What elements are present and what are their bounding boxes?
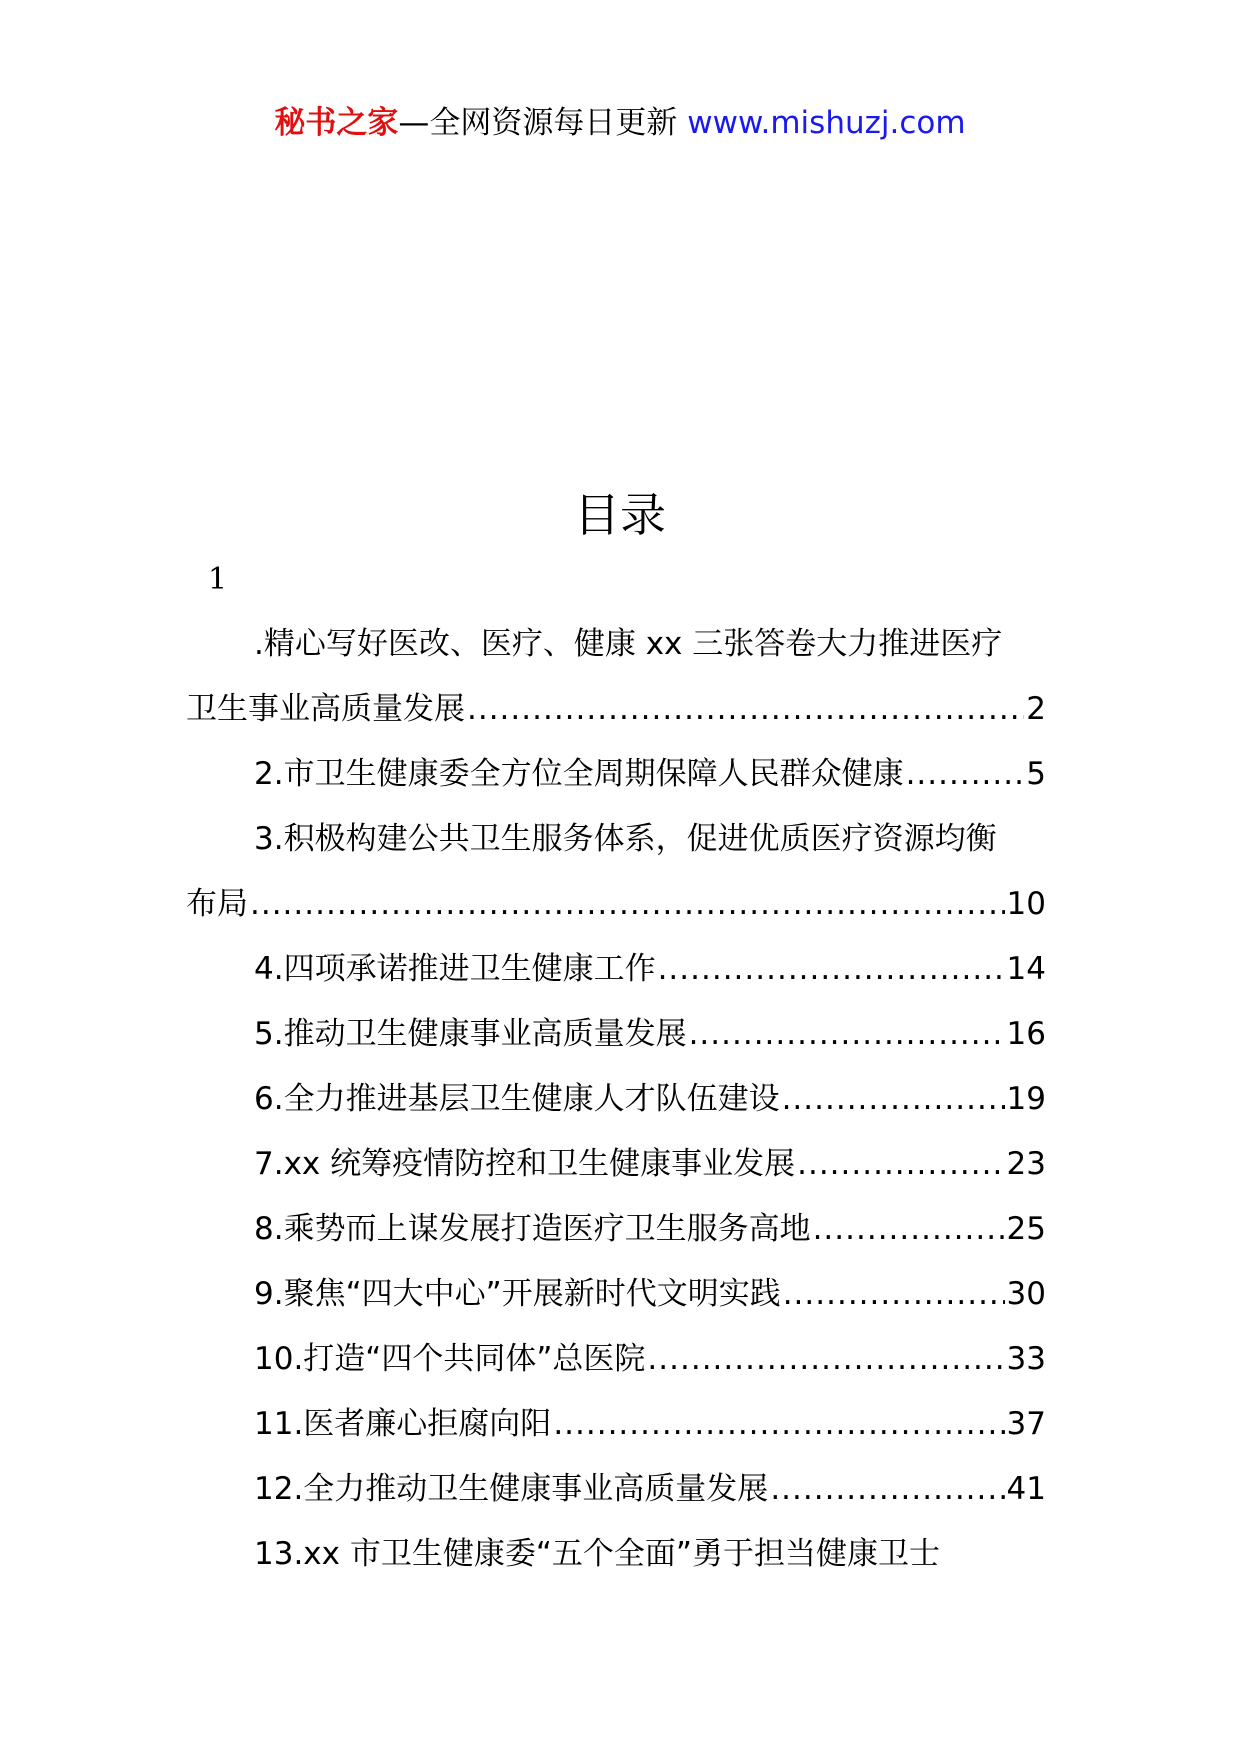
toc-entry-title: 5.推动卫生健康事业高质量发展 [254, 1016, 687, 1052]
toc-entry[interactable] [186, 612, 1046, 677]
brand-name: 秘书之家 [274, 105, 399, 141]
toc-leader [250, 872, 1005, 937]
toc-entry[interactable] [186, 807, 1046, 872]
toc-entry-page: 30 [1006, 1276, 1046, 1312]
toc-entry-title: 12.全力推动卫生健康事业高质量发展 [254, 1471, 769, 1507]
toc-entry-title: 卫生事业高质量发展 [186, 691, 465, 727]
toc-entry-title: .精心写好医改、医疗、健康 xx 三张答卷大力推进医疗 [254, 626, 1003, 662]
toc-leader [770, 1457, 1004, 1522]
toc-leader [797, 1132, 1004, 1197]
toc-entry[interactable] [186, 677, 1046, 742]
header-slogan: —全网资源每日更新 [398, 105, 678, 141]
toc-entry-title: 10.打造“四个共同体”总医院 [254, 1341, 646, 1377]
toc-entry-title: 9.聚焦“四大中心”开展新时代文明实践 [254, 1276, 781, 1312]
toc-entry-title: 7.xx 统筹疫情防控和卫生健康事业发展 [254, 1146, 796, 1182]
toc-entry[interactable] [186, 1132, 1046, 1197]
page-number: 1 [208, 562, 228, 597]
toc-entry[interactable] [186, 1392, 1046, 1457]
toc-entry-title: 13.xx 市卫生健康委“五个全面”勇于担当健康卫士 [254, 1536, 940, 1572]
toc-entry-title: 4.四项承诺推进卫生健康工作 [254, 951, 656, 987]
toc-entry-page: 5 [1026, 756, 1046, 792]
table-of-contents [186, 612, 1046, 1587]
toc-leader [467, 677, 1024, 742]
toc-entry-page: 2 [1026, 691, 1046, 727]
toc-leader [813, 1197, 1005, 1262]
toc-entry-page: 16 [1006, 1016, 1046, 1052]
toc-leader [647, 1327, 1004, 1392]
toc-entry[interactable] [186, 742, 1046, 807]
toc-entry[interactable] [186, 1262, 1046, 1327]
toc-entry[interactable] [186, 1327, 1046, 1392]
toc-entry[interactable] [186, 1002, 1046, 1067]
toc-entry[interactable] [186, 1522, 1046, 1587]
toc-entry-page: 41 [1006, 1471, 1046, 1507]
toc-entry[interactable] [186, 1457, 1046, 1522]
toc-entry-title: 8.乘势而上谋发展打造医疗卫生服务高地 [254, 1211, 811, 1247]
toc-entry[interactable] [186, 872, 1046, 937]
site-link[interactable]: www.mishuzj.com [687, 105, 966, 141]
toc-leader [906, 742, 1025, 807]
toc-leader [783, 1262, 1005, 1327]
toc-leader [658, 937, 1005, 1002]
site-header [0, 100, 1240, 146]
toc-entry-page: 25 [1006, 1211, 1046, 1247]
toc-entry[interactable] [186, 1197, 1046, 1262]
toc-entry-title: 6.全力推进基层卫生健康人才队伍建设 [254, 1081, 780, 1117]
toc-entry-page: 14 [1006, 951, 1046, 987]
toc-entry-page: 33 [1006, 1341, 1046, 1377]
toc-entry-title: 布局 [186, 886, 248, 922]
toc-entry-title: 11.医者廉心拒腐向阳 [254, 1406, 552, 1442]
toc-entry-page: 10 [1006, 886, 1046, 922]
toc-entry-page: 37 [1006, 1406, 1046, 1442]
toc-leader [553, 1392, 1004, 1457]
toc-entry-page: 19 [1006, 1081, 1046, 1117]
toc-entry-title: 3.积极构建公共卫生服务体系，促进优质医疗资源均衡 [254, 821, 997, 857]
toc-entry-page: 23 [1006, 1146, 1046, 1182]
toc-entry-title: 2.市卫生健康委全方位全周期保障人民群众健康 [254, 756, 904, 792]
toc-entry[interactable] [186, 1067, 1046, 1132]
toc-entry[interactable] [186, 937, 1046, 1002]
toc-leader [782, 1067, 1005, 1132]
page-title: 目录 [574, 488, 666, 542]
toc-leader [689, 1002, 1005, 1067]
